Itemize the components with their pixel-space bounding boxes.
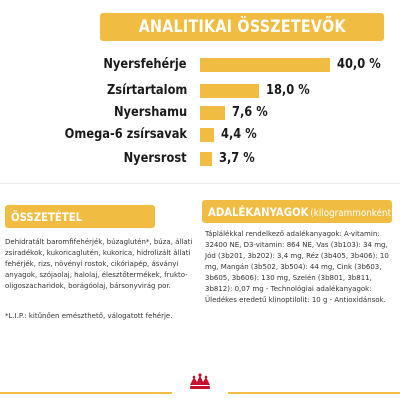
composition-heading-bar — [5, 205, 155, 228]
analytics-bar — [200, 152, 212, 166]
additives-heading-sub: (kilogrammonként) — [310, 207, 395, 219]
analytics-value: 7,6 % — [232, 105, 268, 120]
composition-text: Dehidratált baromfifehérjék, búzaglutén*, búza, állati zsiradékok, kukoricaglutén, kukorica, hidrolizált állati fehérjék, rizs, növényi rostok, cikóriapép, ásványi anyagok, szójaolaj, halolaj, élesztőtermékek, frukto-oligoszacharidok, borágóolaj, bársonyvirág por. — [5, 238, 193, 290]
analytics-value: 40,0 % — [337, 57, 381, 72]
crown-icon — [174, 373, 226, 395]
analytics-bar — [200, 128, 214, 142]
analytics-bar — [200, 58, 330, 72]
analytics-bar — [200, 106, 225, 120]
footer-line-left — [0, 392, 172, 394]
analytics-row — [0, 80, 400, 102]
analytics-bar — [200, 84, 259, 98]
analytics-row — [0, 102, 400, 124]
analytics-label: Nyersrost — [123, 151, 187, 166]
additives-text: Táplálékkal rendelkező adalékanyagok: A-vitamin: 32400 NE, D3-vitamin: 864 NE, Vas (3b103): 34 mg, Jód (3b201, 3b202): 3,4 mg, Réz (3b405, 3b406): 10 mg, Mangán (3b502, 3b504): 44 mg, Cink (3b603, 3b605, 3b606): 130 mg, Szelén (3b801, 3b811, 3b812): 0,07 mg - Technológiai adalékanyagok: Üledékes eredetű klinoptilolit: 10 g - Antioxidánsok. — [205, 230, 389, 304]
composition-heading: ÖSSZETÉTEL — [11, 209, 83, 224]
analytics-value: 18,0 % — [266, 83, 310, 98]
additives-heading: ADALÉKANYAGOK — [208, 204, 309, 219]
analytics-label: Nyersfehérje — [103, 57, 187, 72]
analytics-label: Zsírtartalom — [106, 83, 187, 98]
analytics-label: Nyershamu — [113, 105, 187, 120]
section-title-bar — [100, 13, 384, 41]
section-title: ANALITIKAI ÖSSZETEVŐK — [138, 17, 346, 37]
analytics-label: Omega-6 zsírsavak — [64, 127, 187, 142]
additives-heading-bar — [202, 200, 395, 223]
analytics-row — [0, 148, 400, 170]
divider — [0, 183, 400, 184]
composition-footnote: *L.I.P.: kitűnően emészthető, válogatott fehérje. — [5, 312, 173, 320]
analytics-row — [0, 54, 400, 76]
analytics-row — [0, 124, 400, 146]
analytics-value: 4,4 % — [221, 127, 257, 142]
analytics-value: 3,7 % — [219, 151, 255, 166]
footer-line-right — [228, 392, 400, 394]
